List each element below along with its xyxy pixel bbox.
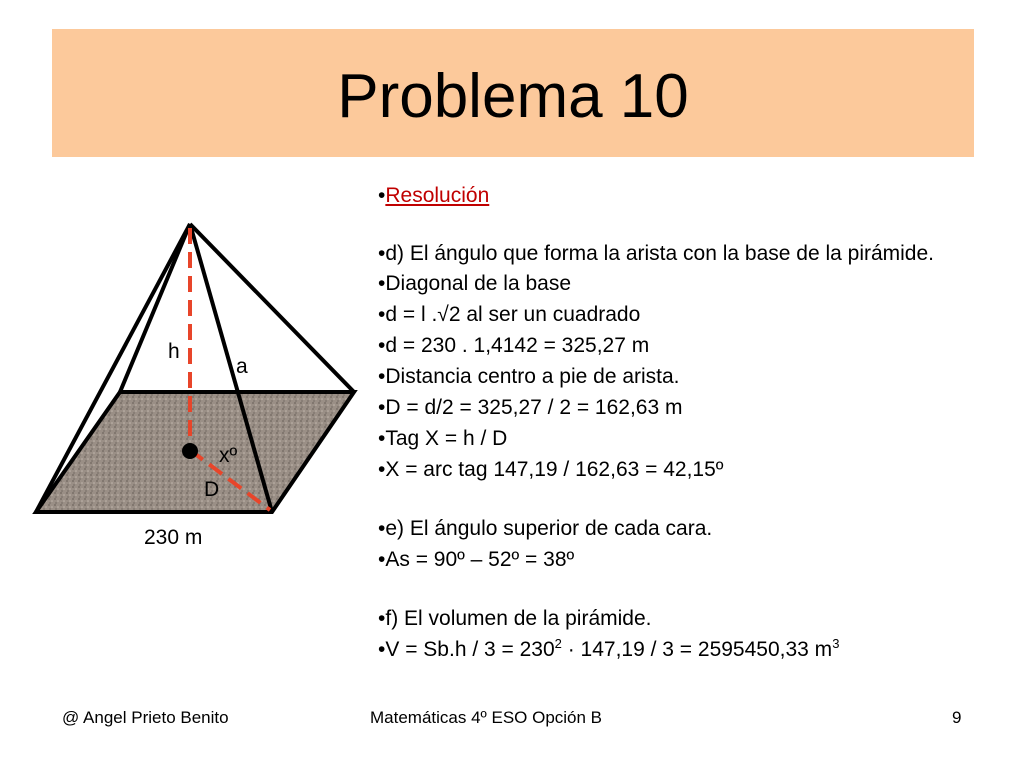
label-base: 230 m [144,526,203,549]
line-volume: •V = $Sb.h / 3 = 230^2 \cdot 147,19 / 3 = 2595450,33$ $m^3$ [378,636,840,661]
slide-title: Problema 10 [337,62,689,131]
label-x: xº [219,444,238,467]
label-a: a [236,355,248,378]
line-diagonal: •Diagonal de la base [378,272,571,295]
line-d-formula: •d = l .√2 al ser un cuadrado [378,303,641,326]
pyramid-figure [0,180,370,560]
footer-course: Matemáticas 4º ESO Opción B [370,708,603,727]
resolution-content [378,180,978,665]
footer-page-number: 9 [952,708,962,727]
line-f: •f) El volumen de la pirámide. [378,607,652,630]
line-e: •e) El ángulo superior de cada cara. [378,517,713,540]
line-tag: •Tag X = h / D [378,427,508,450]
center-point [182,443,198,459]
line-distancia: •Distancia centro a pie de arista. [378,365,680,388]
label-D: D [204,478,220,501]
footer-author: @ Angel Prieto Benito [62,708,229,727]
edge-left-back [120,224,190,392]
line-D-value: •D = d/2 = 325,27 / 2 = 162,63 m [378,396,683,419]
line-d: •d) El ángulo que forma la arista con la base de la pirámide. [378,242,935,265]
title-bar [52,29,974,157]
line-x-value: •X = arc tag 147,19 / 162,63 = 42,15º [378,458,724,481]
line-as: •As = 90º – 52º = 38º [378,548,575,571]
label-h: h [168,340,180,363]
line-d-value: •d = 230 . 1,4142 = 325,27 m [378,334,650,357]
resolucion-heading: •Resolución [378,184,490,207]
